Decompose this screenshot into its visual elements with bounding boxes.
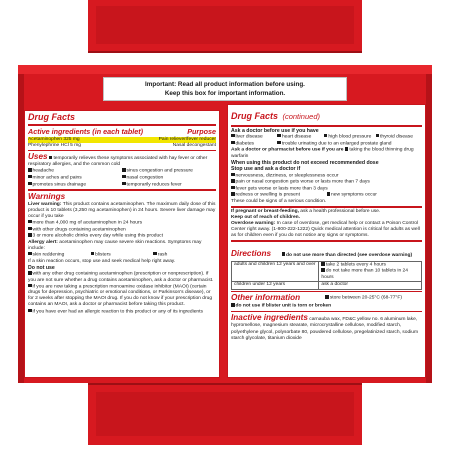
directions-table <box>231 261 422 290</box>
divider <box>231 240 422 242</box>
list-item: liver disease <box>231 134 277 141</box>
divider <box>231 206 422 208</box>
list-item: thyroid disease <box>376 134 422 141</box>
ask-doctor-list <box>231 134 422 147</box>
table-cell: adults and children 12 years and over <box>232 261 319 281</box>
directions-title: Directions <box>231 248 272 258</box>
uses-intro: temporarily relieves these symptoms associated with hay fever or other respiratory allergies, and the common cold <box>28 156 208 168</box>
bullet-icon <box>122 175 126 179</box>
list-item: 3 or more alcoholic drinks every day while using this product <box>28 233 216 240</box>
ask-doctor-title: Ask a doctor before use if you have <box>231 127 319 134</box>
bullet-icon <box>28 284 32 288</box>
list-item: skin reddening <box>28 252 91 259</box>
divider <box>28 124 216 126</box>
active-ingredient-purpose: Pain reliever/fever reducer <box>158 136 216 142</box>
table-row <box>232 281 422 289</box>
bullet-icon <box>321 262 325 266</box>
drug-facts-right-panel <box>227 104 426 378</box>
bullet-icon <box>91 252 95 256</box>
list-item: blisters <box>91 252 154 259</box>
active-ingredient-purpose: Nasal decongestant <box>172 142 216 148</box>
box-bottom-seam <box>88 383 362 385</box>
bullet-icon <box>231 134 235 138</box>
list-item: heart disease <box>277 134 323 141</box>
divider <box>28 189 216 191</box>
divider <box>231 291 422 293</box>
bullet-icon <box>231 192 235 196</box>
do-not-use-title: Do not use <box>28 264 55 271</box>
bullet-icon <box>28 271 32 275</box>
box-top-flap-inner <box>96 6 354 44</box>
bullet-icon <box>231 173 235 177</box>
bullet-icon <box>324 134 328 138</box>
bullet-icon <box>28 175 32 179</box>
bullet-icon <box>28 220 32 224</box>
list-item: fever gets worse or lasts more than 3 days <box>231 186 422 193</box>
uses-list <box>28 168 216 188</box>
important-notice <box>103 77 347 101</box>
active-ingredient-row <box>28 143 216 149</box>
keep-out-of-reach: Keep out of reach of children. <box>231 214 301 220</box>
pregnancy-warning: If pregnant or breast-feeding, ask a health professional before use. <box>231 208 381 214</box>
list-item: nasal congestion <box>122 175 216 182</box>
other-information: Other information store between 20-25°C (68-77°F) do not use if blister unit is torn or broken <box>231 293 402 309</box>
table-cell: children under 12 years <box>232 281 319 289</box>
bullet-icon <box>231 141 235 145</box>
bullet-icon <box>49 156 53 160</box>
bullet-icon <box>28 227 32 231</box>
stop-use-list <box>231 192 422 199</box>
bullet-icon <box>327 192 331 196</box>
drug-facts-left-panel <box>24 110 220 378</box>
liver-warning: Liver warning: This product contains acetaminophen. The maximum daily dose of this product is 10 tablets (3,250 mg acetaminophen) in 24 hours. Severe liver damage may occur if you take <box>28 201 216 219</box>
bullet-icon <box>28 233 32 237</box>
active-ingredient-name: Phenylephrine HCl 5 mg <box>28 142 82 148</box>
bullet-icon <box>321 268 325 272</box>
bullet-icon <box>231 179 235 183</box>
bullet-icon <box>122 168 126 172</box>
allergy-alert: Allergy alert: acetaminophen may cause severe skin reactions. Symptoms may include: <box>28 239 202 251</box>
divider <box>231 311 422 313</box>
list-item: new symptoms occur <box>327 192 423 199</box>
warnings-title: Warnings <box>28 191 66 201</box>
box-top-seam <box>88 51 362 53</box>
table-row <box>232 261 422 281</box>
bullet-icon <box>231 303 235 307</box>
active-ingredients-header <box>28 127 216 137</box>
stop-use-end: These could be signs of a serious condition. <box>231 198 327 204</box>
important-line-1: Important: Read all product information before using. <box>145 81 305 88</box>
list-item: pain or nasal congestion gets worse or lasts more than 7 days <box>231 179 422 186</box>
bullet-icon <box>28 309 32 313</box>
list-item: high blood pressure <box>324 134 376 141</box>
divider <box>231 125 422 127</box>
list-item: with other drugs containing acetaminophen <box>28 227 216 234</box>
bullet-icon <box>376 134 380 138</box>
bullet-icon <box>231 186 235 190</box>
bullet-icon <box>325 295 329 299</box>
bullet-icon <box>277 134 281 138</box>
table-cell: ask a doctor <box>319 281 422 289</box>
allergy-symptoms <box>28 252 216 259</box>
list-item: temporarily reduces fever <box>122 182 216 189</box>
directions-header: Directions do not use more than directed (see overdose warning) <box>231 248 413 258</box>
list-item: headache <box>28 168 122 175</box>
list-item: sinus congestion and pressure <box>122 168 216 175</box>
divider <box>28 150 216 152</box>
box-bottom-flap-inner <box>96 392 354 436</box>
list-item: more than 4,000 mg of acetaminophen in 24 hours <box>28 220 216 227</box>
bullet-icon <box>153 252 157 256</box>
overdose-warning: Overdose warning: In case of overdose, get medical help or contact a Poison Control Center right away. (1-800-222-1222) Quick medical attention is critical for adults as well as for children even if you do not notice any signs or symptoms. <box>231 220 420 238</box>
bullet-icon <box>28 252 32 256</box>
ask-pharmacist: Ask a doctor or pharmacist before use if you are taking the blood thinning drug warfarin <box>231 147 414 159</box>
list-item: with any other drug containing acetaminophen (prescription or nonprescription). If you are not sure whether a drug contains acetaminophen, ask a doctor or pharmacist. <box>28 271 214 283</box>
list-item: rash <box>153 252 216 259</box>
list-item: if you have ever had an allergic reaction to this product or any of its ingredients <box>28 309 216 316</box>
uses-title: Uses <box>28 152 48 162</box>
list-item: minor aches and pains <box>28 175 122 182</box>
inactive-ingredients: Inactive ingredients carnauba wax, FD&C yellow no. 6 aluminum lake, hypromellose, magnesium stearate, microcrystalline cellulose, modified starch, polyethylene glycol, polysorbate 80, powdered cellulose, pregelatinized starch, sodium starch glycolate, titanium dioxide <box>231 313 419 341</box>
active-ingredients-heading: Active ingredients (in each tablet) <box>28 126 144 136</box>
bullet-icon <box>345 147 349 151</box>
bullet-icon <box>122 182 126 186</box>
stop-use-title: Stop use and ask a doctor if <box>231 166 301 173</box>
bullet-icon <box>28 182 32 186</box>
important-line-2: Keep this box for important information. <box>164 90 286 97</box>
list-item: promotes sinus drainage <box>28 182 122 189</box>
drug-facts-continued-title: Drug Facts (continued) <box>231 111 320 121</box>
bullet-icon <box>28 168 32 172</box>
box-right-edge <box>426 74 432 383</box>
bullet-icon <box>277 141 281 145</box>
purpose-heading: Purpose <box>187 126 216 136</box>
list-item: redness or swelling is present <box>231 192 327 199</box>
list-item: nervousness, dizziness, or sleeplessness occur <box>231 173 422 180</box>
uses-section <box>28 152 216 168</box>
active-ingredient-name: Acetaminophen 325 mg <box>28 136 80 142</box>
other-info-title: Other information <box>231 293 301 303</box>
list-item: trouble urinating due to an enlarged prostate gland <box>277 141 422 148</box>
allergy-end: If a skin reaction occurs, stop use and seek medical help right away. <box>28 258 176 264</box>
table-cell: take 2 tablets every 4 hours do not take more than 10 tablets in 24 hours <box>319 261 422 281</box>
drug-facts-title: Drug Facts <box>28 112 76 122</box>
list-item: diabetes <box>231 141 277 148</box>
when-using-title: When using this product do not exceed recommended dose <box>231 159 379 166</box>
list-item: if you are now taking a prescription monoamine oxidase inhibitor (MAOI) (certain drugs for depression, psychiatric or emotional conditions, or Parkinson's disease), or for 2 weeks after stopping the MAOI drug. If you do not know if your prescription drug contains an MAOI, ask a doctor or pharmacist before taking this product. <box>28 284 213 308</box>
bullet-icon <box>282 252 286 256</box>
inactive-title: Inactive ingredients <box>231 313 308 323</box>
